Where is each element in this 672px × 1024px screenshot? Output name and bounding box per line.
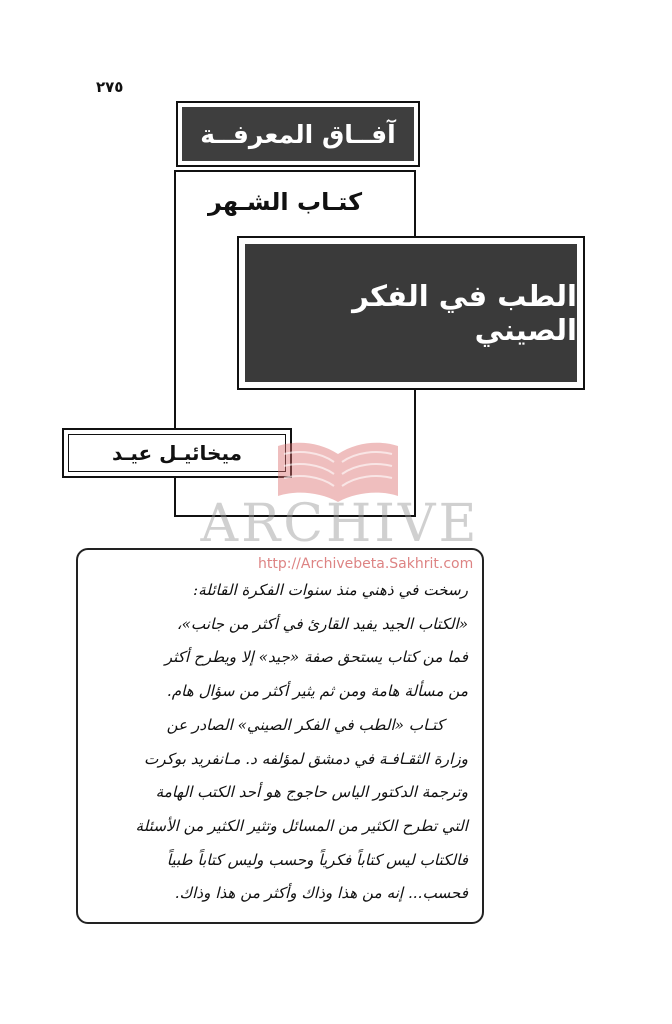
body-line: «الكتاب الجيد يفيد القارئ في أكثر من جانب»، [176, 614, 468, 633]
body-line: من مسألة هامة ومن ثم يثير أكثر من سؤال هام. [166, 682, 468, 701]
body-line: فحسب... إنه من هذا وذاك وأكثر من هذا وذاك. [174, 884, 468, 903]
section-label: كتـاب الشـهر [207, 188, 363, 216]
author-banner [62, 428, 292, 478]
body-line: وترجمة الدكتور الياس حاجوج هو أحد الكتب الهامة [155, 783, 468, 802]
body-line: فما من كتاب يستحق صفة «جيد» إلا ويطرح أكثر [164, 648, 468, 667]
series-title-banner [176, 101, 420, 167]
series-title: آفــاق المعرفــة [200, 119, 396, 149]
intro-paragraph [90, 574, 468, 911]
body-line: كتـاب «الطب في الفكر الصيني» الصادر عن [166, 715, 444, 734]
book-title-panel [245, 244, 577, 382]
watermark-text: ARCHIVE [200, 494, 480, 554]
author-name: ميخائيـل عيـد [111, 441, 242, 465]
body-line: رسخت في ذهني منذ سنوات الفكرة القائلة: [193, 581, 468, 599]
author-panel [68, 434, 286, 472]
body-line: فالكتاب ليس كتاباً فكرياً وحسب وليس كتاباً طبياً [166, 850, 468, 869]
watermark-url: http://Archivebeta.Sakhrit.com [258, 556, 474, 572]
book-title: الطب في الفكر الصيني [352, 279, 577, 347]
series-title-panel [182, 107, 414, 161]
page-number: ٢٧٥ [96, 78, 124, 96]
body-line: وزارة الثقـافـة في دمشق لمؤلفه د. مـانفريد بوكرت [143, 749, 468, 768]
body-line: التي تطرح الكثير من المسائل وتثير الكثير من الأسئلة [135, 816, 468, 835]
book-title-banner [237, 236, 585, 390]
